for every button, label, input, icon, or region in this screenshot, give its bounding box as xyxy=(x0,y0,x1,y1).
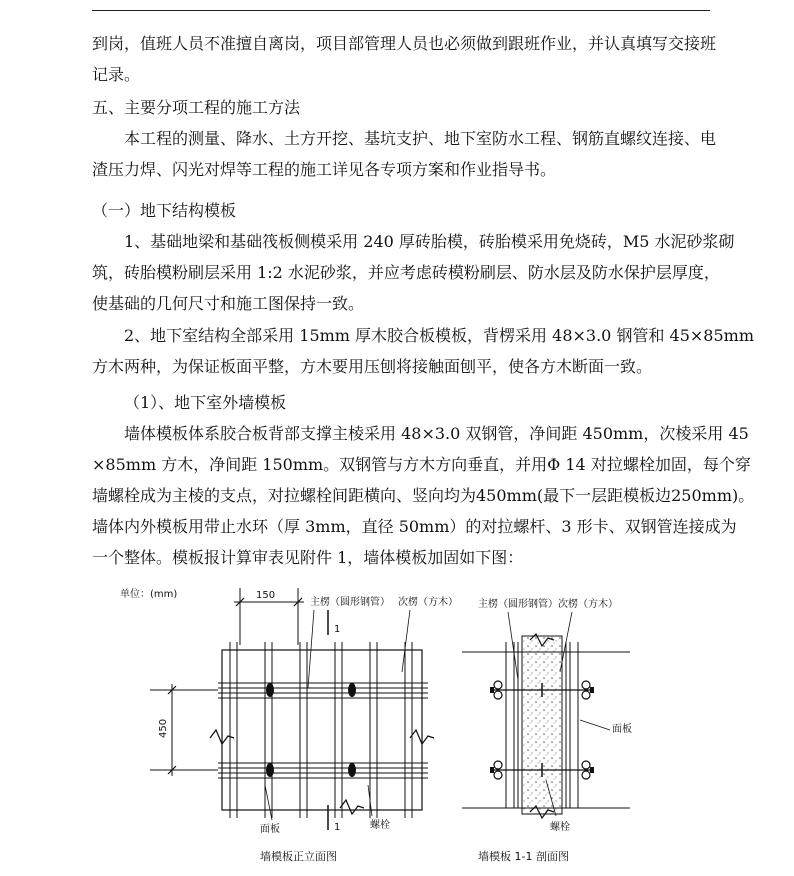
dimension-450 xyxy=(150,684,218,776)
paragraph-intro xyxy=(92,123,722,185)
heading-text: （一）地下结构模板 xyxy=(92,201,237,220)
wall-formwork-figure xyxy=(110,580,650,870)
text-line: 筑，砖胎模粉刷层采用 1:2 水泥砂浆，并应考虑砖模粉刷层、防水层及防水保护层厚度， xyxy=(92,263,720,282)
text-line: 墙体内外模板用带止水环（厚 3mm，直径 50mm）的对拉螺杆、3 形卡、双钢管连接成为 xyxy=(92,517,737,536)
main-ribs xyxy=(218,683,428,778)
page-header-rule xyxy=(92,10,710,11)
subsection-heading-1 xyxy=(92,195,722,226)
caption-section: 墙模板 1-1 剖面图 xyxy=(478,850,569,863)
unit-label: 单位：(mm) xyxy=(120,589,178,600)
text-line: 墙体模板体系胶合板背部支撑主棱采用 48×3.0 双钢管，净间距 450mm，次棱采用 45 xyxy=(124,424,749,443)
dimension-450-label: 450 xyxy=(158,718,169,738)
subsection-heading-1-1 xyxy=(92,387,722,418)
secondary-rib-label-left: 次楞（方木） xyxy=(398,597,458,608)
heading-text: 五、主要分项工程的施工方法 xyxy=(92,98,301,117)
text-line: ×85mm 方木，净间距 150mm。双钢管与方木方向垂直，并用Φ 14 对拉螺栓加固，每个穿 xyxy=(92,455,751,474)
text-line: 墙螺栓成为主棱的支点，对拉螺栓间距横向、竖向均为450mm(最下一层距模板边250mm)。 xyxy=(92,486,755,505)
bolt-label-left: 螺栓 xyxy=(370,820,390,831)
text-line: 使基础的几何尺寸和施工图保持一致。 xyxy=(92,294,365,313)
main-rib-label-right: 主楞（圆形钢管）次楞（方木） xyxy=(478,599,618,610)
section-mark-top: 1 xyxy=(334,624,341,635)
paragraph-item-2 xyxy=(92,320,754,382)
text-line: 一个整体。模板报计算审表见附件 1，墙体模板加固如下图： xyxy=(92,548,524,567)
break-lines xyxy=(210,730,434,814)
panel-outline xyxy=(222,650,422,810)
paragraph-item-1 xyxy=(92,226,735,319)
formwork-drawing xyxy=(110,580,650,870)
dimension-150 xyxy=(234,588,304,645)
text-line: 到岗，值班人员不准擅自离岗，项目部管理人员也必须做到跟班作业，并认真填写交接班 xyxy=(92,34,717,53)
section-heading-5 xyxy=(92,92,722,123)
bolt-label-right: 螺栓 xyxy=(550,822,570,833)
dimension-150-label: 150 xyxy=(256,590,276,601)
text-line: 本工程的测量、降水、土方开挖、基坑支护、地下室防水工程、钢筋直螺纹连接、电 xyxy=(124,129,717,148)
caption-elevation: 墙模板正立面图 xyxy=(260,850,337,863)
concrete-wall xyxy=(522,636,562,814)
main-rib-label-left: 主楞（圆形钢管） xyxy=(310,597,390,608)
paragraph-continued xyxy=(92,28,722,90)
secondary-ribs xyxy=(230,642,412,818)
text-line: 2、地下室结构全部采用 15mm 厚木胶合板模板，背楞采用 48×3.0 钢管和 45×85mm xyxy=(124,326,754,345)
paragraph-wall-formwork xyxy=(92,418,755,573)
text-line: 渣压力焊、闪光对焊等工程的施工详见各专项方案和作业指导书。 xyxy=(92,160,557,179)
panel-label-right: 面板 xyxy=(612,724,632,735)
heading-text: （1）、地下室外墙模板 xyxy=(124,393,287,412)
text-line: 方木两种，为保证板面平整，方木要用压刨将接触面刨平，使各方木断面一致。 xyxy=(92,357,653,376)
text-line: 1、基础地梁和基础筏板侧模采用 240 厚砖胎模，砖胎模采用免烧砖，M5 水泥砂浆砌 xyxy=(124,232,735,251)
section-mark-bottom: 1 xyxy=(334,822,341,833)
text-line: 记录。 xyxy=(92,65,141,84)
panel-label-left: 面板 xyxy=(260,824,280,835)
